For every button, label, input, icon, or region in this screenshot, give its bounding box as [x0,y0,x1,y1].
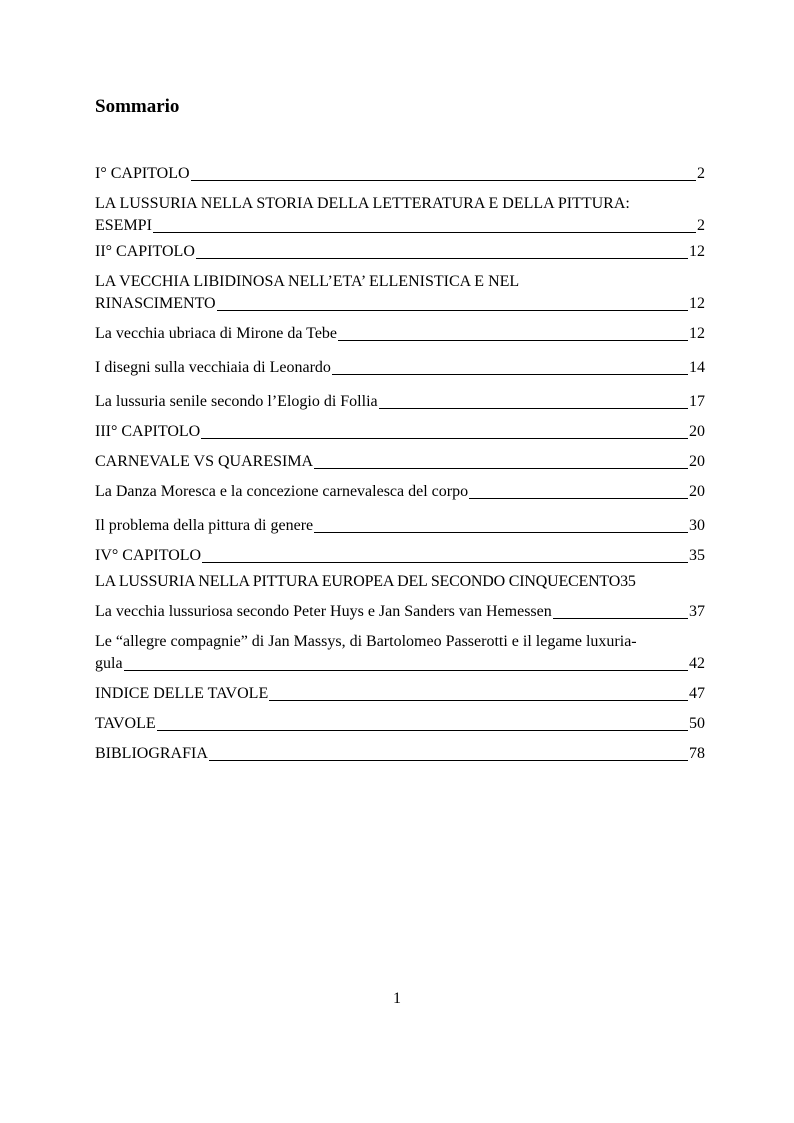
toc-entry-label: INDICE DELLE TAVOLE [95,685,269,702]
toc-leader [269,700,688,701]
toc-leader [314,532,688,533]
toc-page-number: 20 [689,453,705,470]
toc-entry-label: IV° CAPITOLO [95,547,202,564]
toc-leader [332,374,688,375]
toc-page-number: 14 [689,359,705,376]
toc-leader [153,232,696,233]
toc-entry-label: LA LUSSURIA NELLA PITTURA EUROPEA DEL SECONDO CINQUECENTO [95,573,621,590]
toc-entry[interactable] [95,713,705,735]
toc-entry[interactable] [95,271,705,315]
toc-leader [202,562,688,563]
toc-entry-label: ESEMPI [95,217,152,234]
toc-leader [469,498,688,499]
toc-leader [379,408,688,409]
page-number: 1 [393,990,401,1007]
toc-entry[interactable] [95,545,705,567]
toc-entry-label: TAVOLE [95,715,156,732]
toc-leader [201,438,688,439]
toc-entry[interactable] [95,601,705,623]
toc-entry-label: BIBLIOGRAFIA [95,745,208,762]
toc-entry[interactable] [95,515,705,537]
toc-entry-label: La vecchia lussuriosa secondo Peter Huys e Jan Sanders van Hemessen [95,603,552,620]
toc-leader [217,310,688,311]
table-of-contents [95,163,705,765]
toc-entry[interactable] [95,193,705,237]
toc-page-number: 12 [689,295,705,312]
toc-page-number: 47 [689,685,705,702]
toc-entry-label: CARNEVALE VS QUARESIMA [95,453,314,470]
toc-entry-label: III° CAPITOLO [95,423,201,440]
toc-entry-label: Il problema della pittura di genere [95,517,314,534]
toc-page-number: 12 [689,325,705,342]
toc-entry-label: La lussuria senile secondo l’Elogio di Follia [95,393,378,410]
toc-entry[interactable] [95,683,705,705]
toc-entry-label: I disegni sulla vecchiaia di Leonardo [95,359,331,376]
toc-entry-label-line1: LA LUSSURIA NELLA STORIA DELLA LETTERATURA E DELLA PITTURA: [95,195,630,212]
toc-leader [191,180,696,181]
toc-leader [124,670,688,671]
toc-entry-label: La Danza Moresca e la concezione carnevalesca del corpo [95,483,469,500]
toc-page-number: 20 [689,483,705,500]
toc-entry-label-line1: LA VECCHIA LIBIDINOSA NELL’ETA’ ELLENISTICA E NEL [95,273,520,290]
toc-entry[interactable] [95,743,705,765]
toc-leader [314,468,688,469]
toc-entry[interactable] [95,241,705,263]
toc-leader [338,340,688,341]
toc-page-number: 37 [689,603,705,620]
toc-page-number: 2 [697,217,705,234]
toc-entry-label: La vecchia ubriaca di Mirone da Tebe [95,325,338,342]
page-title: Sommario [95,96,180,117]
toc-entry-label-line1: Le “allegre compagnie” di Jan Massys, di Bartolomeo Passerotti e il legame luxuria- [95,633,637,650]
toc-entry-label: RINASCIMENTO [95,295,216,312]
toc-page-number: 20 [689,423,705,440]
toc-page-number: 17 [689,393,705,410]
toc-page-number: 35 [689,547,705,564]
toc-entry[interactable] [95,323,705,345]
toc-entry[interactable] [95,391,705,413]
toc-entry-label: gula [95,655,123,672]
toc-entry[interactable] [95,481,705,503]
toc-page-number: 30 [689,517,705,534]
toc-page-number: 50 [689,715,705,732]
toc-leader [196,258,688,259]
toc-page-number: 35 [620,573,636,590]
toc-entry[interactable] [95,631,705,675]
toc-page-number: 78 [689,745,705,762]
toc-entry[interactable] [95,163,705,185]
toc-entry[interactable] [95,421,705,443]
toc-leader [157,730,688,731]
toc-page-number: 12 [689,243,705,260]
toc-page-number: 2 [697,165,705,182]
toc-page-number: 42 [689,655,705,672]
toc-entry-label: I° CAPITOLO [95,165,190,182]
toc-entry[interactable] [95,451,705,473]
toc-entry-label: II° CAPITOLO [95,243,195,260]
toc-leader [209,760,688,761]
toc-leader [553,618,688,619]
toc-entry[interactable] [95,357,705,379]
toc-entry[interactable] [95,571,705,593]
